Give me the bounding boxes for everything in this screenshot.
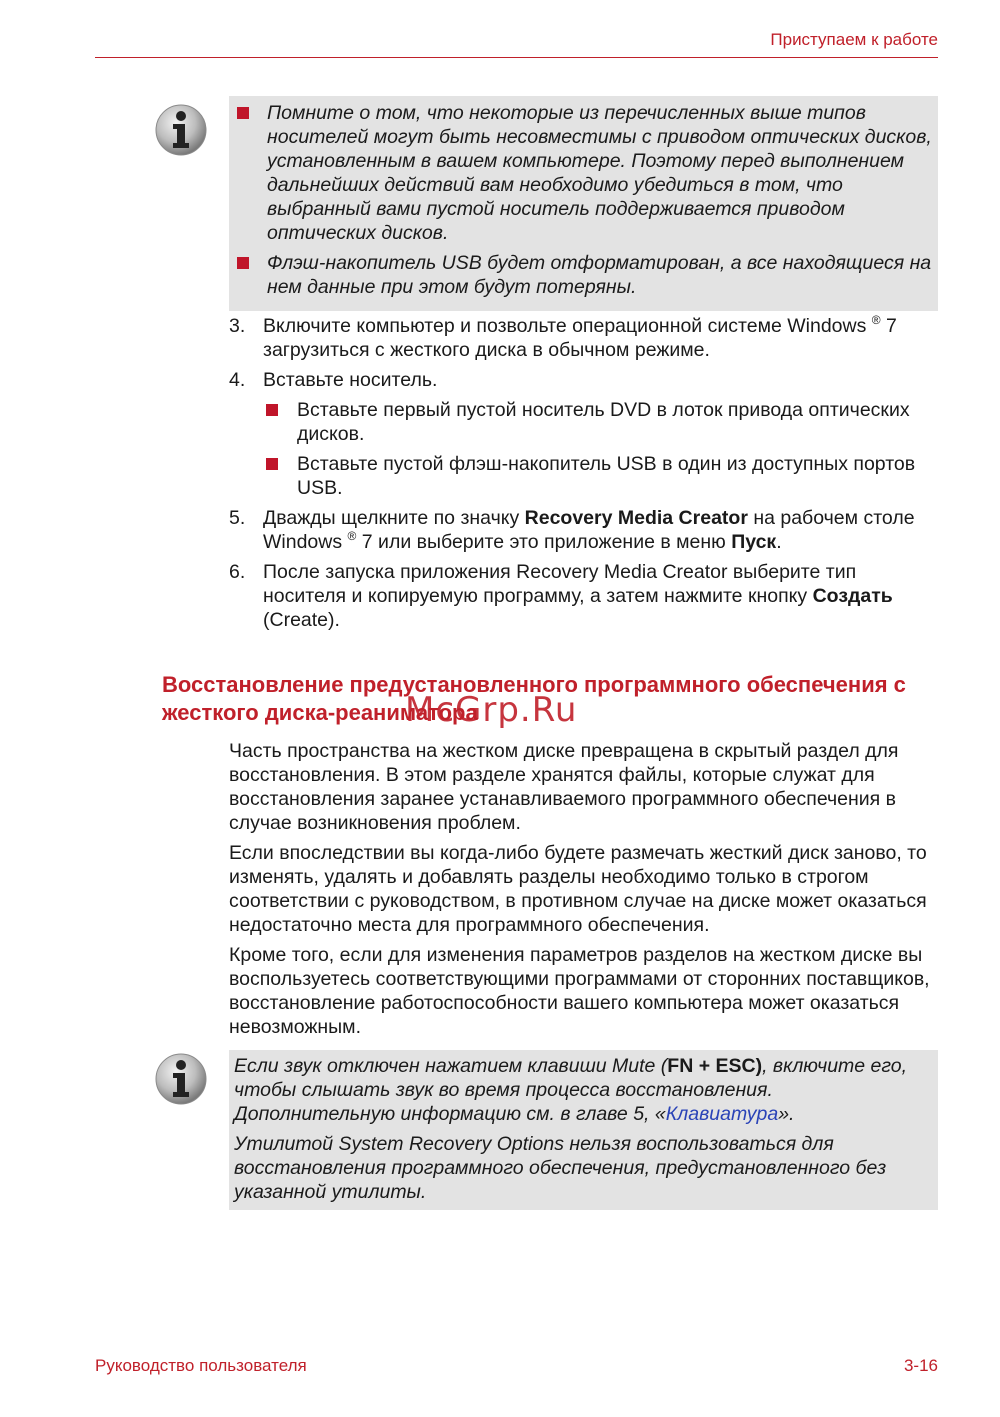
header-divider: [95, 57, 938, 58]
steps-list: [229, 314, 938, 638]
note-paragraph: Если звук отключен нажатием клавиши Mute (FN + ESC), включите его, чтобы слышать звук во время процесса восстановления. Дополнительную информацию см. в главе 5, «Клавиатура».: [234, 1055, 908, 1125]
note-paragraph: Утилитой System Recovery Options нельзя воспользоваться для восстановления программного обеспечения, предустановленного без указанной утилиты.: [234, 1133, 887, 1203]
note-bullet-item: Помните о том, что некоторые из перечисленных выше типов носителей могут быть несовместимы с приводом оптических дисков, установленным в вашем компьютере. Поэтому перед выполнением дальнейших действий вам необходимо убедиться в том, что выбранный вами пустой носитель поддерживается приводом оптических дисков.: [229, 101, 938, 245]
footer-doc-title: Руководство пользователя: [95, 1356, 307, 1375]
page-number: 3-16: [903, 1356, 938, 1375]
sub-bullet-item: Вставьте пустой флэш-накопитель USB в один из доступных портов USB.: [263, 452, 938, 500]
paragraph: Если впоследствии вы когда-либо будете размечать жесткий диск заново, то изменять, удалять и добавлять разделы необходимо только в строгом соответствии с руководством, в противном случае на диске может оказаться недостаточно места для программного обеспечения.: [229, 842, 927, 936]
note-bullet-item: Флэш-накопитель USB будет отформатирован, а все находящиеся на нем данные при этом будут потеряны.: [229, 251, 938, 299]
key-combo: FN + ESC): [667, 1055, 763, 1077]
bullet-square: [266, 458, 278, 470]
step-6: 6. После запуска приложения Recovery Media Creator выберите тип носителя и копируемую программу, а затем нажмите кнопку Создать (Create).: [229, 561, 893, 631]
note-box: [229, 96, 938, 311]
bullet-square: [266, 404, 278, 416]
note-box: [229, 1050, 938, 1210]
info-icon: [154, 1052, 208, 1106]
sub-bullet-item: Вставьте первый пустой носитель DVD в лоток привода оптических дисков.: [263, 398, 938, 446]
info-icon: [154, 103, 208, 157]
body-text: [229, 739, 938, 1045]
watermark: McGrp.Ru: [405, 690, 578, 730]
bullet-square: [237, 107, 249, 119]
section-heading: Восстановление предустановленного программного обеспечения с жесткого диска-реаниматора: [162, 672, 906, 725]
paragraph: Часть пространства на жестком диске превращена в скрытый раздел для восстановления. В этом разделе хранятся файлы, которые служат для восстановления заранее устанавливаемого программного обеспечения в случае возникновения проблем.: [229, 740, 899, 834]
keyboard-chapter-link[interactable]: Клавиатура: [665, 1103, 779, 1125]
step-4: 4. Вставьте носитель. Вставьте первый пустой носитель DVD в лоток привода оптических дисков. Вставьте пустой флэш-накопитель USB в один из доступных портов USB.: [229, 368, 938, 500]
chapter-title: Приступаем к работе: [770, 30, 938, 49]
paragraph: Кроме того, если для изменения параметров разделов на жестком диске вы воспользуетесь соответствующими программами от сторонних поставщиков, восстановление работоспособности вашего компьютера может оказаться невозможным.: [229, 944, 930, 1038]
bullet-square: [237, 257, 249, 269]
step-5: 5. Дважды щелкните по значку Recovery Media Creator на рабочем столе Windows ® 7 или выберите это приложение в меню Пуск.: [229, 507, 915, 553]
step-3: 3. Включите компьютер и позвольте операционной системе Windows ® 7 загрузиться с жесткого диска в обычном режиме.: [229, 313, 897, 361]
